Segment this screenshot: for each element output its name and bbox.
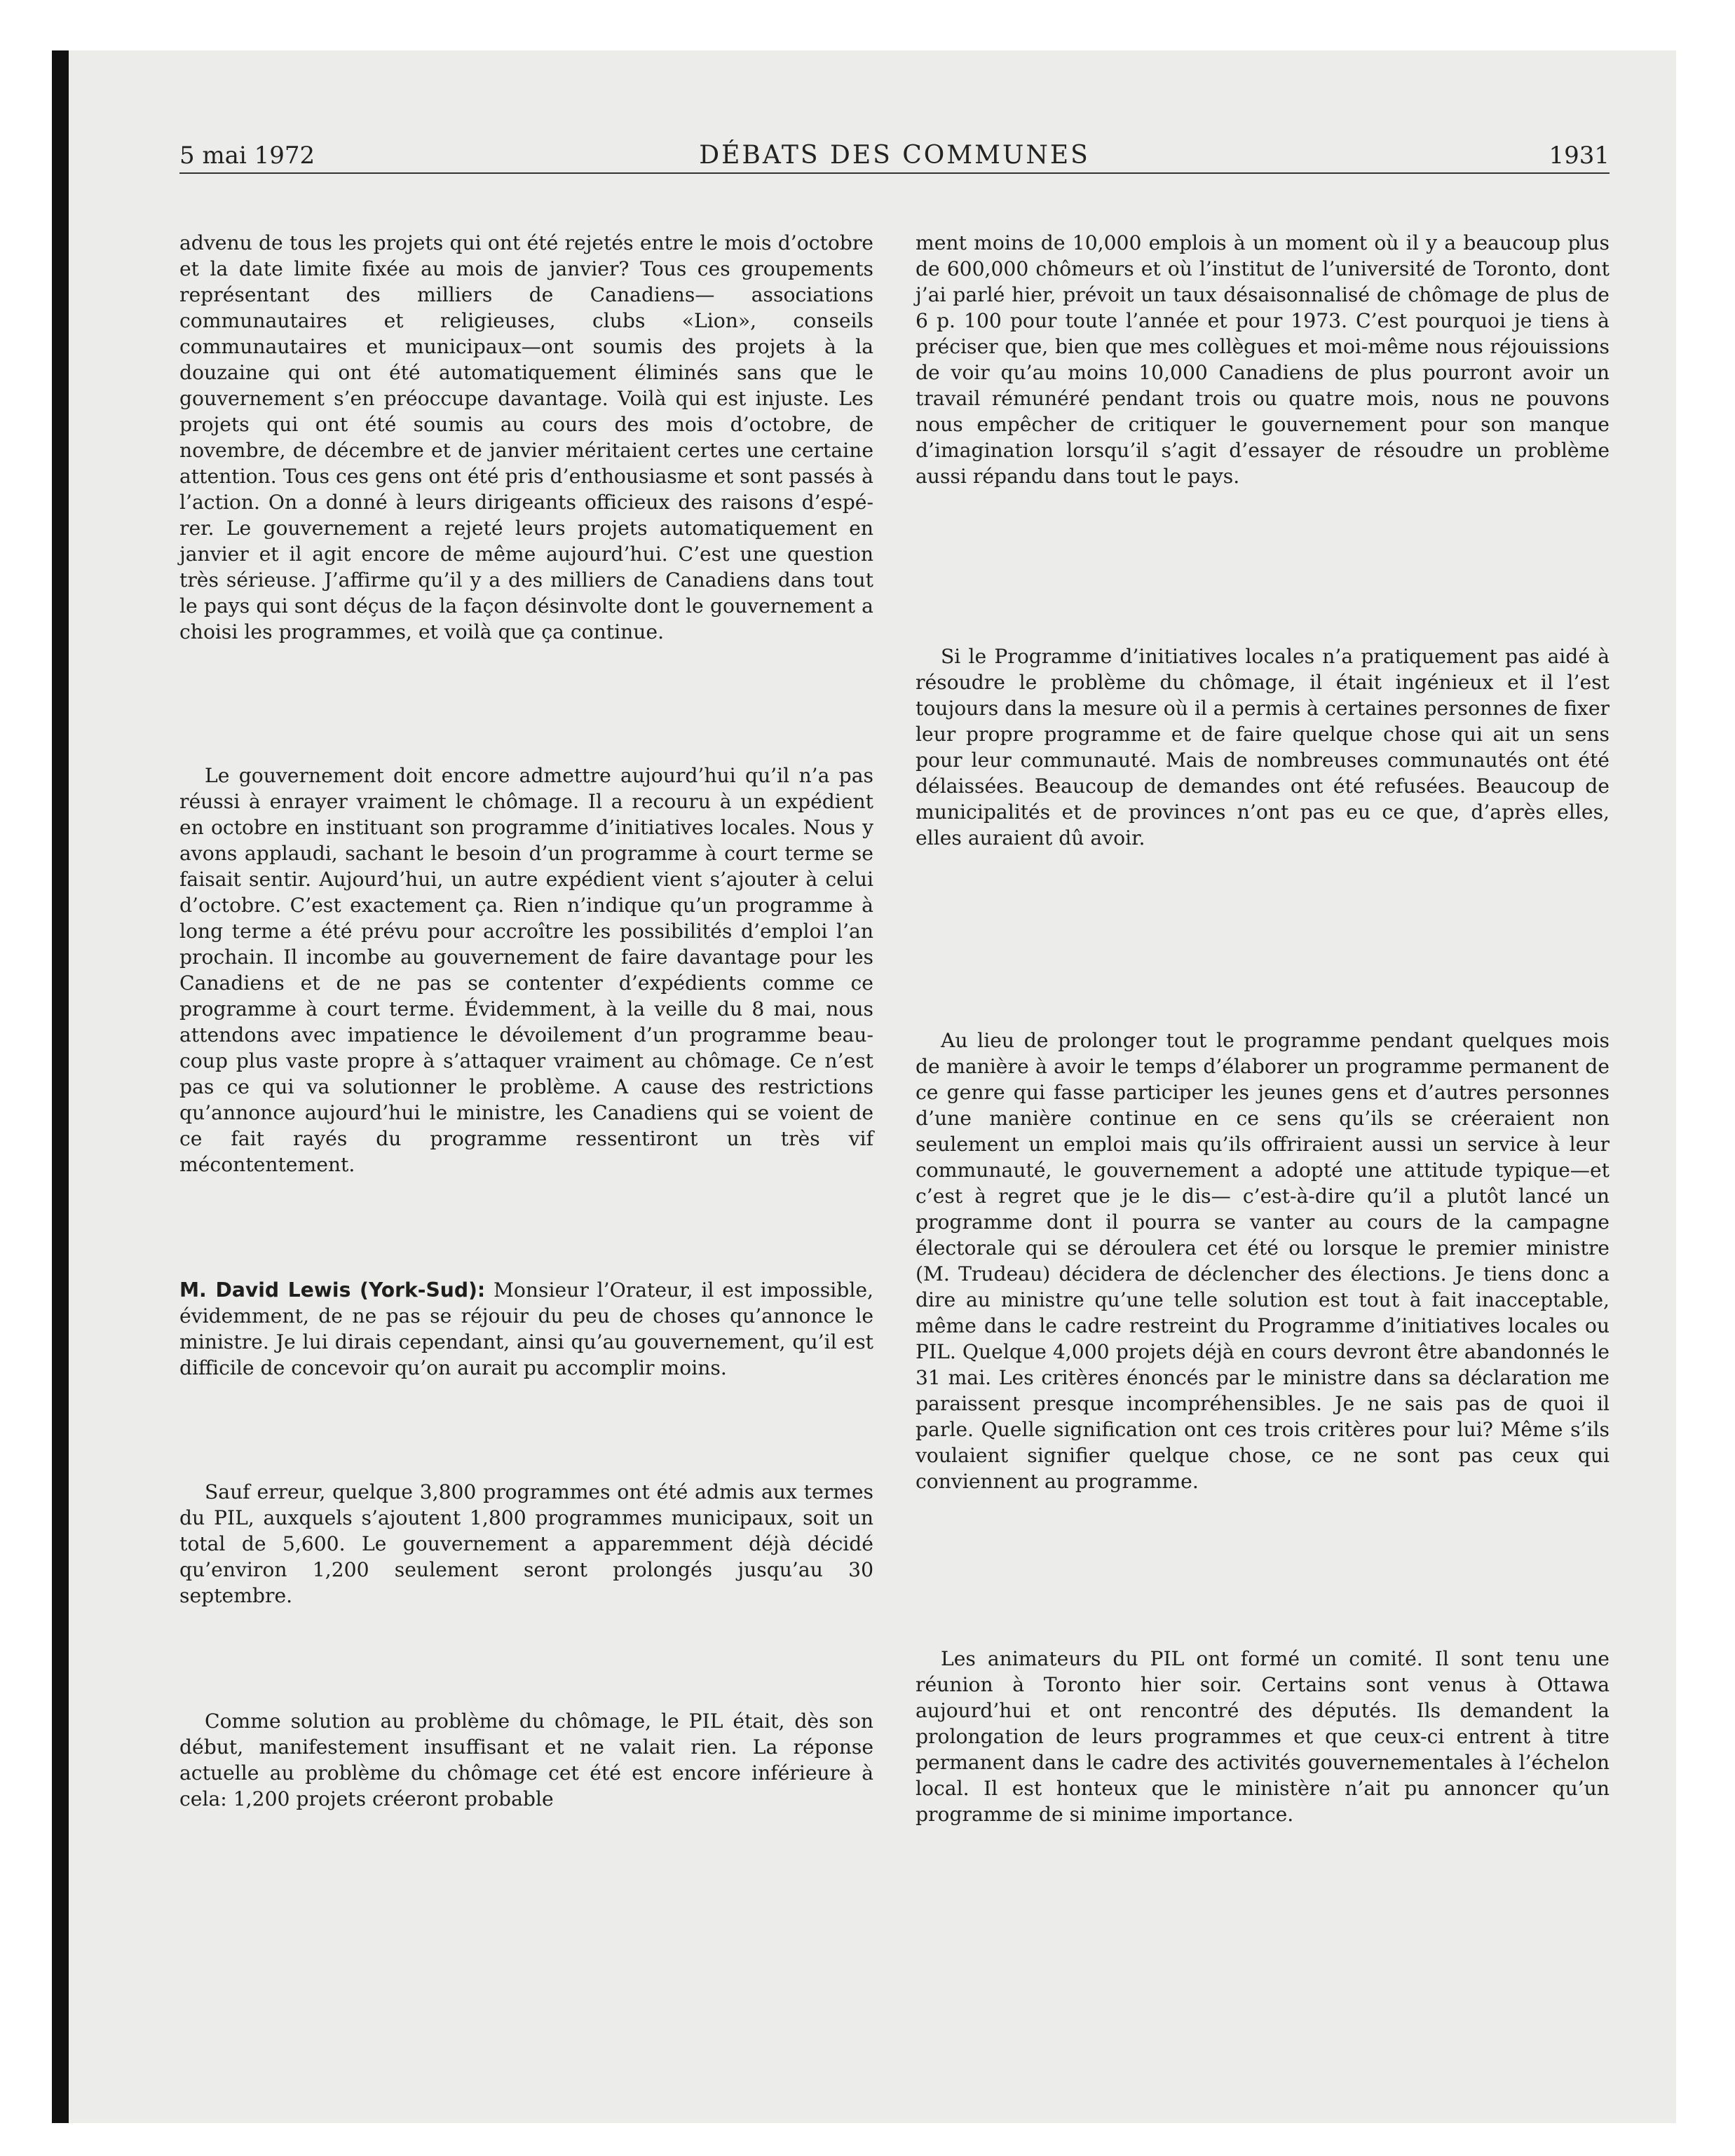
- paragraph: advenu de tous les projets qui ont été rejetés entre le mois d’octobre et la date limite fixée au mois de janvier? Tous ces groupements représentant des milliers de Canadiens— associations communautaires et religieuses, clubs «Lion», conseils communautaires et municipaux—ont soumis des projets à la douzaine qui ont été automatiquement éliminés sans que le gouvernement s’en préoccupe davantage. Voilà qui est injuste. Les projets qui ont été soumis au cours des mois d’octobre, de novembre, de décembre et de janvier méritaient certes une certaine attention. Tous ces gens ont été pris d’enthousiasme et sont passés à l’action. On a donné à leurs dirigeants officieux des raisons d’espérer. Le gouvernement a rejeté leurs projets automatiquement en janvier et il agit encore de même aujourd’hui. C’est une question très sérieuse. J’affirme qu’il y a des milliers de Canadiens dans tout le pays qui sont déçus de la façon désinvolte dont le gouvernement a choisi les programmes, et voilà que ça continue.: [179, 231, 873, 643]
- left-column: [179, 230, 873, 1812]
- paragraph: Le gouvernement doit encore admettre aujourd’hui qu’il n’a pas réussi à enrayer vraiment le chômage. Il a recouru à un expédient en octobre en instituant son programme d’initiatives locales. Nous y avons applaudi, sachant le besoin d’un programme à court terme se faisait sentir. Aujourd’hui, un autre expédient vient s’ajouter à celui d’octobre. C’est exactement ça. Rien n’indique qu’un programme à long terme a été prévu pour accroître les possibilités d’emploi l’an prochain. Il incombe au gouvernement de faire davantage pour les Canadiens et de ne pas se contenter d’expédients comme ce programme à court terme. Évidemment, à la veille du 8 mai, nous attendons avec impatience le dévoilement d’un programme beaucoup plus vaste propre à s’attaquer vraiment au chômage. Ce n’est pas ce qui va solutionner le problème. A cause des restrictions qu’annonce aujourd’hui le ministre, les Canadiens qui se voient de ce fait rayés du programme ressentiront un très vif mécontentement.: [179, 764, 873, 1176]
- paragraph: Au lieu de prolonger tout le programme pendant quelques mois de manière à avoir le temps d’élaborer un programme permanent de ce genre qui fasse participer les jeunes gens et d’autres personnes d’une manière continue en ce sens qu’ils se créeraient non seulement un emploi mais qu’ils offriraient aussi un service à leur communauté, le gouvernement a adopté une attitude typique—et c’est à regret que je le dis— c’est-à-dire qu’il a plutôt lancé un programme dont il pourra se vanter au cours de la campagne électorale qui se déroulera cet été ou lorsque le premier ministre (M. Trudeau) décidera de déclencher des élections. Je tiens donc a dire au ministre qu’une telle solution est tout à fait inacceptable, même dans le cadre restreint du Programme d’initiatives locales ou PIL. Quelque 4,000 projets déjà en cours devront être abandonnés le 31 mai. Les critères énoncés par le ministre dans sa déclaration me paraissent presque incompréhensibles. Je ne sais pas de quoi il parle. Quelle signification ont ces trois critères pour lui? Même s’ils voulaient signifier quelque chose, ce ne sont pas ceux qui conviennent au programme.: [916, 1029, 1610, 1493]
- paragraph: ment moins de 10,000 emplois à un moment où il y a beaucoup plus de 600,000 chômeurs et où l’institut de l’université de Toronto, dont j’ai parlé hier, prévoit un taux désaisonnalisé de chômage de plus de 6 p. 100 pour toute l’année et pour 1973. C’est pourquoi je tiens à préciser que, bien que mes collègues et moi-même nous réjouissions de voir qu’au moins 10,000 Canadiens de plus pourront avoir un travail rémunéré pendant trois ou quatre mois, nous ne pouvons nous empêcher de critiquer le gouvernement pour son manque d’imagination lorsqu’il s’agit d’essayer de résoudre un problème aussi répandu dans tout le pays.: [916, 231, 1610, 488]
- speaker-paragraph: [179, 1277, 873, 1381]
- speech-text: Monsieur l’Orateur, il est impossible, évidemment, de ne pas se réjouir du peu de choses qu’annonce le ministre. Je lui dirais cependant, ainsi qu’au gouvernement, qu’il est difficile de concevoir qu’on aurait pu accomplir moins.: [179, 1278, 873, 1379]
- paragraph: Sauf erreur, quelque 3,800 programmes ont été admis aux termes du PIL, auxquels s’ajoutent 1,800 programmes municipaux, soit un total de 5,600. Le gouvernement a apparemment déjà décidé qu’environ 1,200 seulement seront prolongés jusqu’au 30 septembre.: [179, 1480, 873, 1607]
- paragraph: Si le Programme d’initiatives locales n’a pratiquement pas aidé à résoudre le problème du chômage, il était ingénieux et il l’est toujours dans la mesure où il a permis à certaines personnes de fixer leur propre programme et de faire quelque chose qui ait un sens pour leur communauté. Mais de nombreuses communautés ont été délaissées. Beaucoup de demandes ont été refusées. Beaucoup de municipalités et de provinces n’ont pas eu ce que, d’après elles, elles auraient dû avoir.: [916, 645, 1610, 850]
- page-header: [179, 137, 1610, 174]
- paragraph: Les animateurs du PIL ont formé un comité. Il sont tenu une réunion à Toronto hier soir. Certains sont venus à Ottawa aujourd’hui et ont rencontré des députés. Ils demandent la prolongation de leurs programmes et que ceux-ci entrent à titre permanent dans le cadre des activités gouvernementales à l’échelon local. Il est honteux que le ministère n’ait pu annoncer qu’un programme de si minime importance.: [916, 1647, 1610, 1826]
- paragraph: Comme solution au problème du chômage, le PIL était, dès son début, manifestement insuffisant et ne valait rien. La réponse actuelle au problème du chômage cet été est encore inférieure à cela: 1,200 projets créeront probable: [179, 1710, 873, 1810]
- header-title: DÉBATS DES COMMUNES: [699, 141, 1090, 170]
- scan-border: [52, 50, 69, 2123]
- header-date: 5 mai 1972: [179, 142, 315, 170]
- page-number: 1931: [1549, 142, 1610, 170]
- speaker-name: M. David Lewis (York-Sud):: [179, 1278, 486, 1302]
- right-column: [916, 230, 1610, 1827]
